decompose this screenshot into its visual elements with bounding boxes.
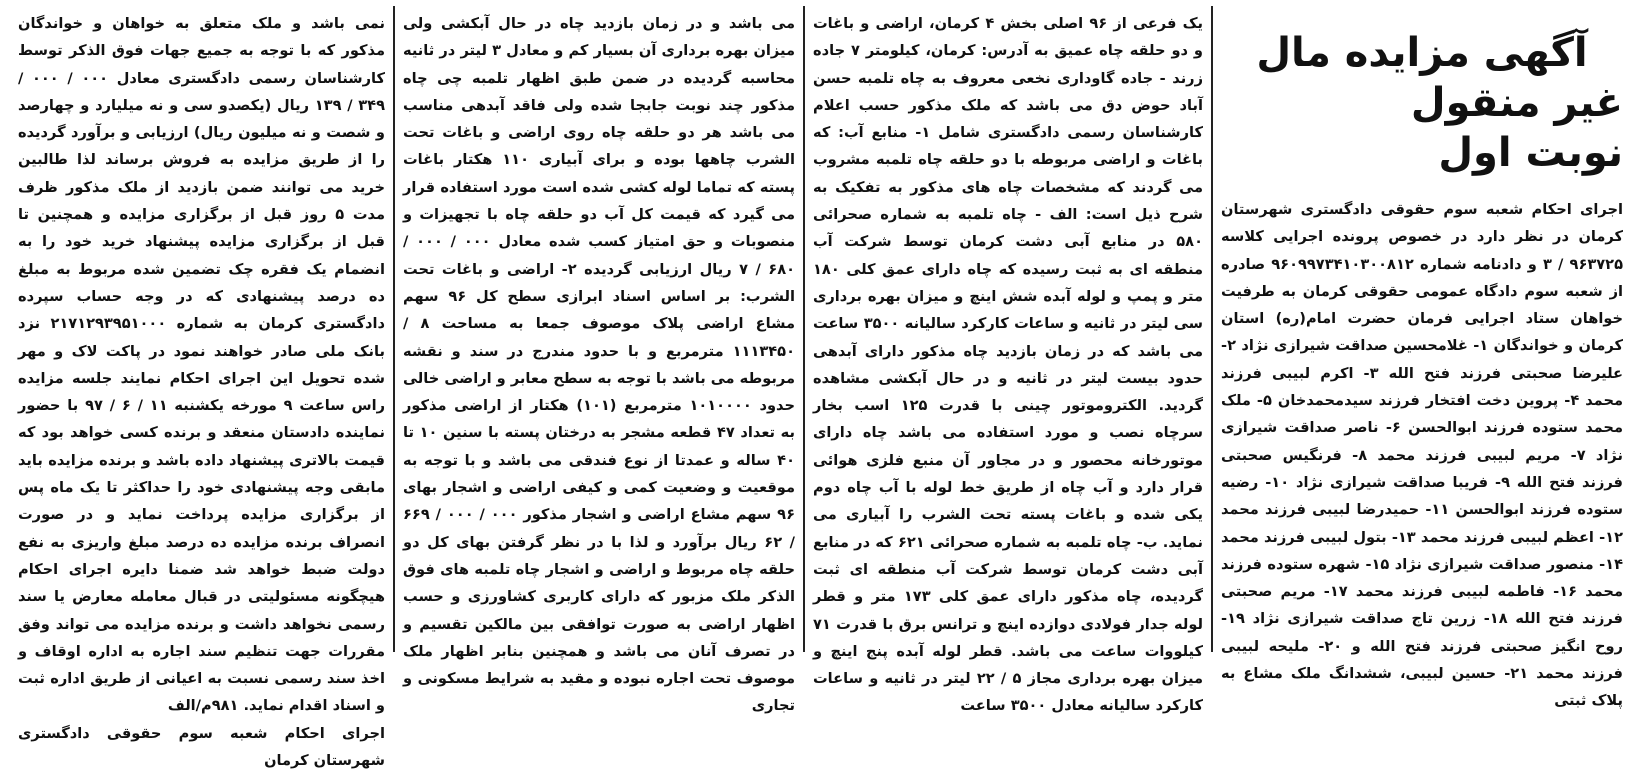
notice-paragraph-1: اجرای احکام شعبه سوم حقوقی دادگستری شهرستان کرمان در نظر دارد در خصوص پرونده اجرایی کلاسه ۹۶۳۷۲۵ / ۳ و دادنامه شماره ۹۶۰۹۹۷۳۴۱۰۳۰۰۸۱۲ صادره از شعبه سوم دادگاه عمومی حقوقی کرمان به طرفیت خواهان ستاد اجرایی فرمان حضرت امام(ره) استان کرمان و خواندگان ۱- غلامحسین صداقت شیرازی نژاد ۲- علیرضا صحبتی فرزند فتح الله ۳- اکرم لبیبی فرزند محمد ۴- پروین دخت افتخار فرزند سیدمحمدخان ۵- ملک محمد ستوده فرزند ابوالحسن ۶- ناصر صداقت شیرازی نژاد ۷- مریم لبیبی فرزند محمد ۸- فرنگیس صحبتی فرزند فتح الله ۹- فریبا صداقت شیرازی نژاد ۱۰- رضیه ستوده فرزند ابوالحسن ۱۱- حمیدرضا لبیبی فرزند محمد ۱۲- اعظم لبیبی فرزند محمد ۱۳- بتول لبیبی فرزند محمد ۱۴- منصور صداقت شیرازی نژاد ۱۵- شهره ستوده فرزند محمد ۱۶- فاطمه لبیبی فرزند محمد ۱۷- مریم صحبتی فرزند فتح الله ۱۸- زرین تاج صداقت شیرازی نژاد ۱۹- روح انگیز صحبتی فرزند فتح الله و ۲۰- ملیحه لبیبی فرزند محمد ۲۱- حسین لبیبی، ششدانگ ملک مشاع به پلاک ثبتی [1221,201,1624,710]
notice-headline [1221,28,1623,178]
notice-paragraph-4: نمی باشد و ملک متعلق به خواهان و خواندگان مذکور که با توجه به جمیع جهات فوق الذکر توسط کارشناسان رسمی دادگستری معادل ۰۰۰ / ۰۰۰ / ۳۴۹ / ۱۳۹ ریال (یکصدو سی و نه میلیارد و چهارصد و شصت و نه میلیون ریال) ارزیابی و برآورد گردیده را از طریق مزایده به فروش برساند لذا طالبین خرید می توانند ضمن بازدید از ملک مذکور ظرف مدت ۵ روز قبل از برگزاری مزایده و همچنین تا قبل از برگزاری مزایده پیشنهاد خرید خود را به انضمام یک فقره چک تضمین شده مربوط به مبلغ ده درصد پیشنهادی که در وجه حساب سپرده دادگستری کرمان به شماره ۲۱۷۱۲۹۳۹۵۱۰۰۰ نزد بانک ملی صادر خواهند نمود در پاکت لاک و مهر شده تحویل این اجرای احکام نمایند جلسه مزایده راس ساعت ۹ مورخه یکشنبه ۱۱ / ۶ / ۹۷ با حضور نماینده دادستان منعقد و برنده کسی خواهد بود که قیمت بالاتری پیشنهاد داده باشد و برنده مزایده باید مابقی وجه پیشنهادی خود را حداکثر تا یک ماه پس از برگزاری مزایده پرداخت نماید و در صورت انصراف برنده مزایده ده درصد مبلغ واریزی به نفع دولت ضبط خواهد شد ضمنا دایره اجرای احکام هیچگونه مسئولیتی در قبال معامله معارض یا سند رسمی نخواهد داشت و برنده مزایده می تواند وفق مقررات جهت تنظیم سند اجاره به اداره اوقاف و اخذ سند رسمی نسبت به اعیانی از طریق اداره ثبت و اسناد اقدام نماید. ۹۸۱م/الف [18,15,385,715]
notice-subtitle: نوبت اول [1438,130,1623,176]
notice-column-4 [10,6,395,770]
notice-column-3 [395,6,805,715]
notice-column-1 [1213,6,1631,710]
notice-paragraph-3: می باشد و در زمان بازدید چاه در حال آبکشی ولی میزان بهره برداری آن بسیار کم و معادل ۳ لیتر در ثانیه محاسبه گردیده در ضمن طبق اظهار تلمبه چی چاه مذکور چند نوبت جابجا شده ولی فاقد آبدهی مناسب می باشد هر دو حلقه چاه روی اراضی و باغات تحت الشرب چاهها بوده و برای آبیاری ۱۱۰ هکتار باغات پسته که تماما لوله کشی شده است مورد استفاده قرار می گیرد که قیمت کل آب دو حلقه چاه با تجهیزات و منصوبات و حق امتیاز کسب شده معادل ۰۰۰ / ۰۰۰ / ۶۸۰ / ۷ ریال ارزیابی گردیده ۲- اراضی و باغات تحت الشرب: بر اساس اسناد ابرازی سطح کل ۹۶ سهم مشاع اراضی پلاک موصوف جمعا به مساحت ۸ / ۱۱۱۳۴۵۰ مترمربع و با حدود مندرج در سند و نقشه مربوطه می باشد با توجه به سطح معابر و اراضی خالی حدود ۱۰۱۰۰۰۰ مترمربع (۱۰۱) هکتار از اراضی مذکور به تعداد ۴۷ قطعه مشجر به درختان پسته با سنین ۱۰ تا ۴۰ ساله و عمدتا از نوع فندقی می باشد و با توجه به موقعیت و وضعیت کمی و کیفی اراضی و اشجار بهای ۹۶ سهم مشاع اراضی و اشجار مذکور ۰۰۰ / ۰۰۰ / ۶۶۹ / ۶۲ ریال برآورد و لذا با در نظر گرفتن بهای کل دو حلقه چاه مربوط و اراضی و اشجار چاه تلمبه های فوق الذکر ملک مزبور که دارای کاربری کشاورزی و حسب اظهار اراضی به صورت توافقی بین مالکین تقسیم و در تصرف آنان می باشد و همچنین بنابر اظهار ملک موصوف تحت اجاره نبوده و مقید به شرایط مسکونی و تجاری [403,15,796,715]
notice-title: آگهی مزایده مال غیر منقول [1256,30,1623,126]
notice-paragraph-2: یک فرعی از ۹۶ اصلی بخش ۴ کرمان، اراضی و باغات و دو حلقه چاه عمیق به آدرس: کرمان، کیلومتر ۷ جاده زرند - جاده گاوداری نخعی معروف به چاه تلمبه حسن آباد حوض دق می باشد که ملک مذکور حسب اعلام کارشناسان رسمی دادگستری شامل ۱- منابع آب: که باغات و اراضی مربوطه با دو حلقه چاه تلمبه مشروب می گردند که مشخصات چاه های مذکور به تفکیک به شرح ذیل است: الف - چاه تلمبه به شماره صحرائی ۵۸۰ در منابع آبی دشت کرمان توسط شرکت آب منطقه ای به ثبت رسیده که چاه دارای عمق کلی ۱۸۰ متر و پمپ و لوله آبده شش اینچ و میزان بهره برداری سی لیتر در ثانیه و ساعات کارکرد سالیانه ۳۵۰۰ ساعت می باشد که در زمان بازدید چاه مذکور دارای آبدهی حدود بیست لیتر در ثانیه و در حال آبکشی مشاهده گردید. الکتروموتور چینی با قدرت ۱۲۵ اسب بخار سرچاه نصب و مورد استفاده می باشد چاه دارای موتورخانه محصور و در مجاور آن منبع فلزی هوائی قرار دارد و آب چاه از طریق خط لوله با آب چاه دوم یکی شده و باغات پسته تحت الشرب را آبیاری می نماید. ب- چاه تلمبه به شماره صحرائی ۶۲۱ که در منابع آبی دشت کرمان توسط شرکت آب منطقه ای ثبت گردیده، چاه مذکور دارای عمق کلی ۱۷۳ متر و قطر لوله جدار فولادی دوازده اینچ و ترانس برق با قدرت ۷۱ کیلووات ساعت می باشد. قطر لوله آبده پنج اینچ و میزان بهره برداری مجاز ۵ / ۲۲ لیتر در ثانیه و ساعات کارکرد سالیانه معادل ۳۵۰۰ ساعت [813,15,1204,715]
notice-signature: اجرای احکام شعبه سوم حقوقی دادگستری شهرستان کرمان [18,724,385,770]
notice-column-2 [805,6,1213,715]
